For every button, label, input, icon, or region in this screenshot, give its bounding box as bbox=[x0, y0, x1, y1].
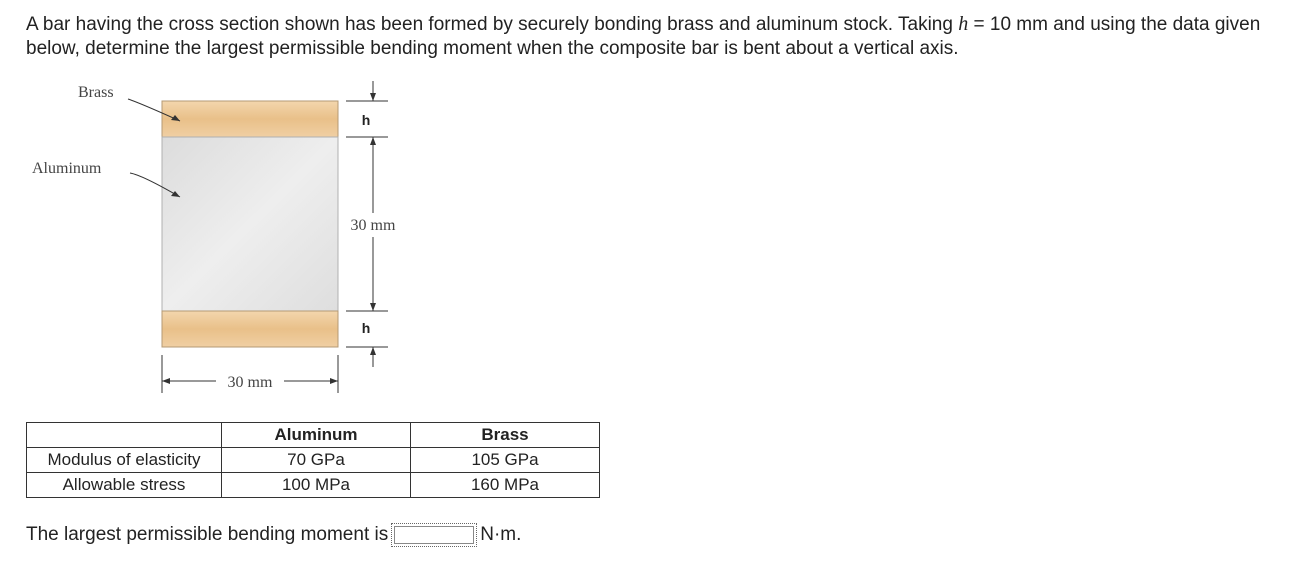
brass-bottom-layer bbox=[162, 311, 338, 347]
table-header-cell: Brass bbox=[411, 423, 600, 448]
variable-h: h bbox=[958, 13, 969, 35]
table-cell: Allowable stress bbox=[27, 473, 222, 498]
answer-row bbox=[26, 523, 521, 547]
table-cell: 100 MPa bbox=[222, 473, 411, 498]
dim-h-bottom: h bbox=[361, 320, 371, 336]
table-cell: 105 GPa bbox=[411, 448, 600, 473]
answer-input[interactable] bbox=[391, 523, 477, 547]
table-cell: Modulus of elasticity bbox=[27, 448, 222, 473]
dim-h-top: h bbox=[361, 112, 371, 128]
material-properties-table bbox=[26, 422, 600, 498]
label-aluminum: Aluminum bbox=[32, 160, 102, 177]
brass-top-layer bbox=[162, 101, 338, 137]
table-header-cell bbox=[27, 423, 222, 448]
problem-statement: A bar having the cross section shown has been formed by securely bonding brass and aluminum stock. Taking h = 10 mm and using the data given below, determine the largest permissible bending moment when the composite bar is bent about a vertical axis. bbox=[26, 13, 1261, 59]
table-row bbox=[27, 473, 600, 498]
table-header-cell: Aluminum bbox=[222, 423, 411, 448]
table-header-row bbox=[27, 423, 600, 448]
label-brass: Brass bbox=[78, 84, 114, 101]
table-cell: 70 GPa bbox=[222, 448, 411, 473]
table-cell: 160 MPa bbox=[411, 473, 600, 498]
cross-section-figure bbox=[0, 75, 620, 405]
table-row bbox=[27, 448, 600, 473]
aluminum-core bbox=[162, 137, 338, 311]
dim-height-30mm: 30 mm bbox=[350, 217, 396, 234]
answer-unit: N·m. bbox=[480, 524, 522, 545]
answer-prompt: The largest permissible bending moment is bbox=[26, 524, 389, 545]
dim-width-30mm: 30 mm bbox=[227, 374, 273, 391]
